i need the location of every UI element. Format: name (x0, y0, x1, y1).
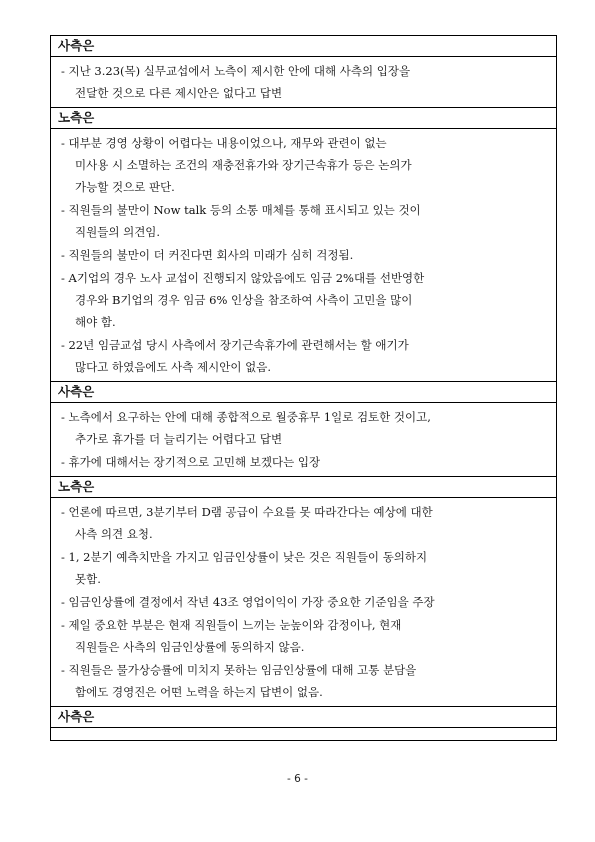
section-body (51, 498, 556, 707)
bullet-line: 직원들의 의견임. (75, 225, 161, 239)
bullet-line: 경우와 B기업의 경우 임금 6% 인상을 참조하여 사측이 고민을 많이 (75, 293, 413, 307)
section-header: 사측은 (51, 382, 556, 403)
bullet-line: 해야 함. (75, 315, 116, 329)
section-header: 노측은 (51, 108, 556, 129)
section-body (51, 728, 556, 741)
bullet-line: - 1, 2분기 예측치만을 가지고 임금인상률이 낮은 것은 직원들이 동의하지 (61, 550, 428, 564)
page-number: - 6 - (287, 773, 308, 785)
section-header: 사측은 (51, 707, 556, 728)
bullet-line: - 노측에서 요구하는 안에 대해 종합적으로 월중휴무 1일로 검토한 것이고, (61, 410, 431, 424)
bullet-line: - 휴가에 대해서는 장기적으로 고민해 보겠다는 입장 (61, 455, 321, 469)
bullet-line: - 지난 3.23(목) 실무교섭에서 노측이 제시한 안에 대해 사측의 입장을 (61, 64, 411, 78)
bullet-item (51, 60, 556, 104)
bullet-line: 전달한 것으로 다른 제시안은 없다고 답변 (75, 86, 283, 100)
bullet-item (51, 659, 556, 703)
bullet-line: - 직원들은 물가상승률에 미치지 못하는 임금인상률에 대해 고통 분담을 (61, 663, 417, 677)
bullet-line: 함에도 경영진은 어떤 노력을 하는지 답변이 없음. (75, 685, 323, 699)
bullet-item (51, 546, 556, 590)
bullet-line: - 22년 임금교섭 당시 사측에서 장기근속휴가에 관련해서는 할 애기가 (61, 338, 409, 352)
bullet-line: - A기업의 경우 노사 교섭이 진행되지 않았음에도 임금 2%대를 선반영한 (61, 271, 425, 285)
bullet-item (51, 132, 556, 198)
bullet-line: - 대부분 경영 상황이 어렵다는 내용이었으나, 재무와 관련이 없는 (61, 136, 387, 150)
bullet-line: 직원들은 사측의 임금인상률에 동의하지 않음. (75, 640, 305, 654)
bullet-line: 사측 의견 요청. (75, 527, 153, 541)
bullet-item (51, 614, 556, 658)
bullet-line: 가능할 것으로 판단. (75, 180, 175, 194)
bullet-item (51, 501, 556, 545)
section-header: 노측은 (51, 477, 556, 498)
bullet-line: - 제일 중요한 부분은 현재 직원들이 느끼는 눈높이와 감정이나, 현재 (61, 618, 402, 632)
bullet-line: - 직원들의 불만이 더 커진다면 회사의 미래가 심히 걱정됨. (61, 248, 354, 262)
bullet-item (51, 334, 556, 378)
bullet-item (51, 244, 556, 266)
section-body (51, 129, 556, 382)
section-body (51, 57, 556, 108)
bullet-line: - 임금인상률에 결정에서 작년 43조 영업이익이 가장 중요한 기준임을 주장 (61, 595, 435, 609)
bullet-line: 미사용 시 소멸하는 조건의 재충전휴가와 장기근속휴가 등은 논의가 (75, 158, 412, 172)
bullet-item (51, 451, 556, 473)
bullet-item (51, 406, 556, 450)
bullet-item (51, 591, 556, 613)
bullet-line: 추가로 휴가를 더 늘리기는 어렵다고 답변 (75, 432, 283, 446)
bullet-item (51, 267, 556, 333)
bullet-line: - 직원들의 불만이 Now talk 등의 소통 매체를 통해 표시되고 있는 것이 (61, 203, 421, 217)
bullet-line: 많다고 하였음에도 사측 제시안이 없음. (75, 360, 272, 374)
document-table (50, 35, 557, 741)
bullet-item (51, 199, 556, 243)
section-header: 사측은 (51, 36, 556, 57)
bullet-line: - 언론에 따르면, 3분기부터 D램 공급이 수요를 못 따라간다는 예상에 대한 (61, 505, 433, 519)
bullet-line: 못함. (75, 572, 101, 586)
section-body (51, 403, 556, 477)
